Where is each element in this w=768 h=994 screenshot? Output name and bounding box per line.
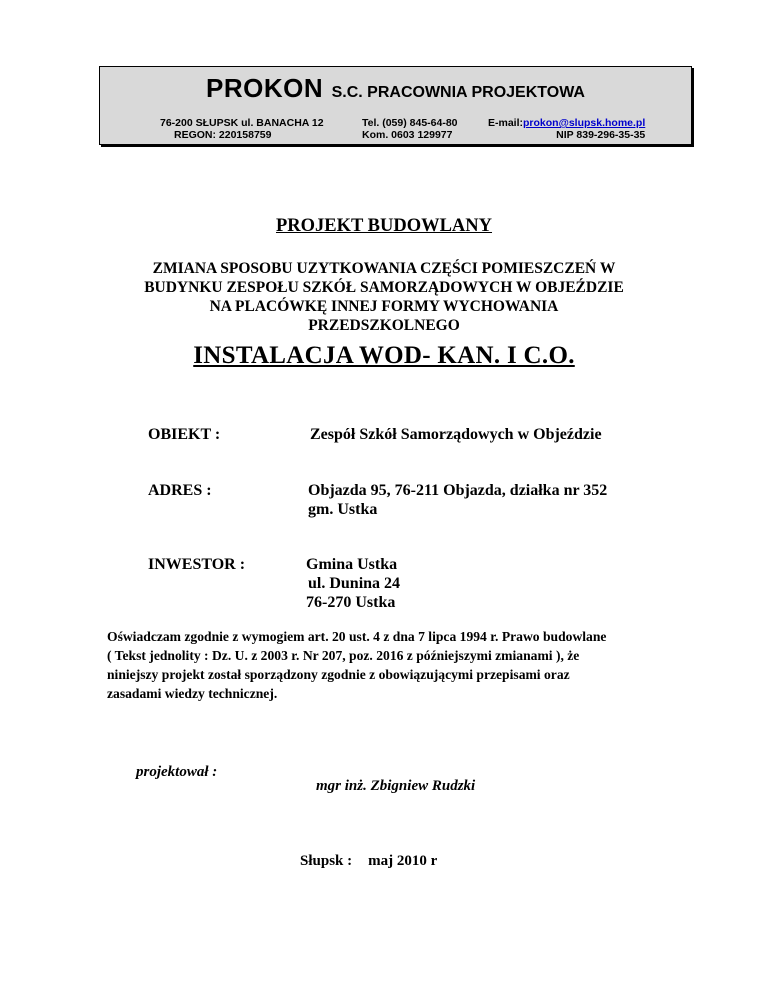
adres-value <box>308 481 607 519</box>
letterhead-contact-block <box>488 117 645 141</box>
adres-line: Objazda 95, 76-211 Objazda, działka nr 352 <box>308 482 608 499</box>
subject-line: BUDYNKU ZESPOŁU SZKÓŁ SAMORZĄDOWYCH W OBJEŹDZIE <box>144 279 624 296</box>
statement-line: ( Tekst jednolity : Dz. U. z 2003 r. Nr 207, poz. 2016 z późniejszymi zmianami ), że <box>107 648 580 663</box>
document-type: PROJEKT BUDOWLANY <box>275 216 493 236</box>
letterhead-title <box>100 73 691 104</box>
place: Słupsk : <box>300 853 353 869</box>
letterhead-phone-block <box>362 117 458 141</box>
date: maj 2010 r <box>368 853 438 869</box>
inwestor-line: ul. Dunina 24 <box>308 575 401 592</box>
email-link[interactable]: prokon@slupsk.home.pl <box>523 117 646 129</box>
letterhead-address-block <box>160 117 324 141</box>
adres-line: gm. Ustka <box>308 501 378 518</box>
subject-line: PRZEDSZKOLNEGO <box>308 317 460 334</box>
company-regon: REGON: 220158759 <box>174 129 272 141</box>
document-title: INSTALACJA WOD- KAN. I C.O. <box>193 342 575 369</box>
inwestor-line: Gmina Ustka <box>306 556 398 573</box>
designer-name: mgr inż. Zbigniew Rudzki <box>316 778 476 794</box>
adres-label: ADRES : <box>148 482 212 499</box>
inwestor-line: 76-270 Ustka <box>306 594 396 611</box>
designed-by-label: projektował : <box>136 764 218 780</box>
obiekt-label: OBIEKT : <box>148 426 221 443</box>
inwestor-label: INWESTOR : <box>148 556 246 573</box>
company-nip: NIP 839-296-35-35 <box>556 129 646 141</box>
letterhead <box>99 66 692 145</box>
compliance-statement <box>107 627 707 703</box>
company-phone: Tel. (059) 845-64-80 <box>362 117 458 129</box>
statement-line: niniejszy projekt został sporządzony zgodnie z obowiązującymi przepisami oraz <box>107 667 570 682</box>
subject-line: NA PLACÓWKĘ INNEJ FORMY WYCHOWANIA <box>209 298 559 315</box>
statement-line: zasadami wiedzy technicznej. <box>107 686 278 701</box>
email-label: E-mail: <box>488 117 524 129</box>
statement-line: Oświadczam zgodnie z wymogiem art. 20 ust. 4 z dna 7 lipca 1994 r. Prawo budowlane <box>107 629 607 644</box>
subject-line: ZMIANA SPOSOBU UZYTKOWANIA CZĘŚCI POMIESZCZEŃ W <box>152 260 616 277</box>
inwestor-value <box>306 555 400 612</box>
project-subject <box>84 259 684 335</box>
place-date <box>300 853 437 870</box>
company-subtitle: S.C. PRACOWNIA PROJEKTOWA <box>331 84 585 101</box>
company-address: 76-200 SŁUPSK ul. BANACHA 12 <box>160 117 324 129</box>
company-mobile: Kom. 0603 129977 <box>362 129 453 141</box>
obiekt-value: Zespół Szkół Samorządowych w Objeździe <box>310 426 602 443</box>
company-name: PROKON <box>206 73 324 103</box>
